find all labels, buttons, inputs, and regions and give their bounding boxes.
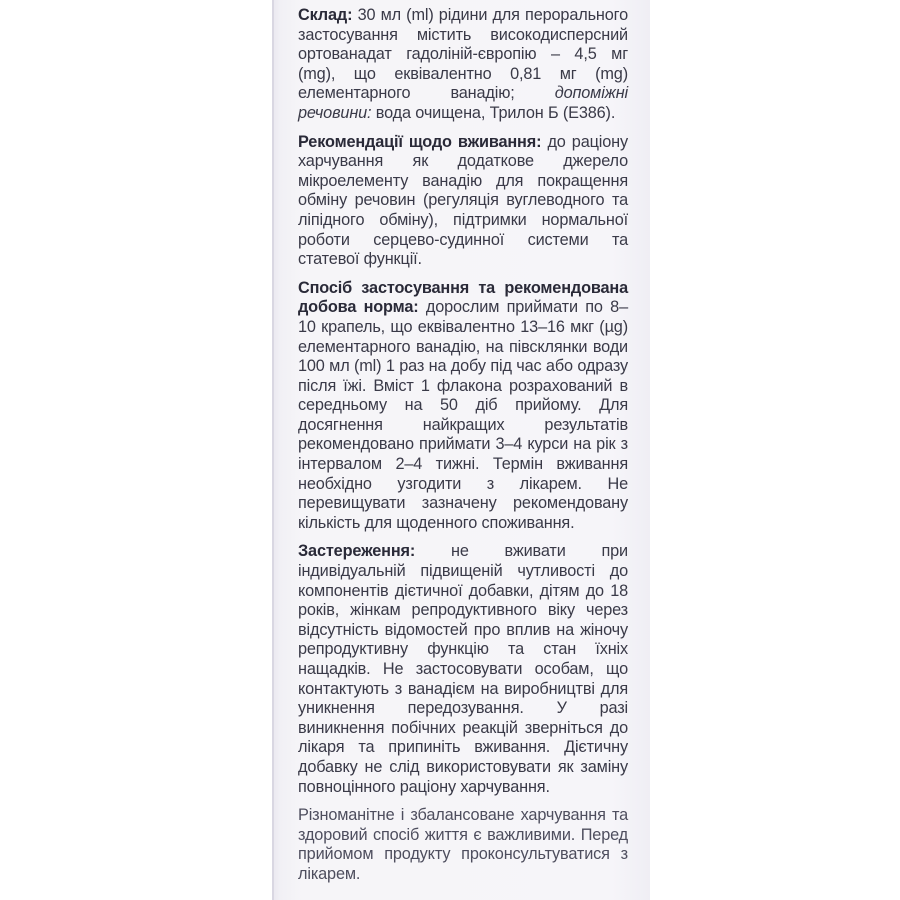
recommendations-label: Рекомендації щодо вживання: (298, 132, 542, 151)
composition-section (298, 6, 628, 124)
background-right (650, 0, 900, 900)
healthy-lifestyle-note: Різноманітне і збалансоване харчування та здоровий спосіб життя є важливими. Перед прийомом продукту проконсультуватися з лікарем. (298, 806, 628, 883)
usage-section (298, 279, 628, 534)
leaflet-text (298, 6, 628, 885)
recommendations-text: до раціону харчування як додаткове джерело мікроелементу ванадію для покращення обміну речовин (регуляція вуглеводного та ліпідного обміну), підтримки нормальної роботи серцево-судинної системи та статевої функції. (298, 132, 628, 269)
warnings-section (298, 542, 628, 797)
excipients-label: допоміжні речовини: (298, 84, 628, 122)
warnings-text: не вживати при індивідуальній підвищеній чутливості до компонентів дієтичної добавки, дітям до 18 років, жінкам репродуктивного віку через відсутність відомостей про вплив на жіночу репродуктивну функцію та стан їхніх нащадків. Не застосовувати особам, що контактують з ванадієм на виробництві для уникнення передозування. У разі виникнення побічних реакцій зверніться до лікаря та припиніть вживання. Дієтичну добавку не слід використовувати як заміну повноцінного раціону харчування. (298, 542, 628, 796)
excipients-text: вода очищена, Трилон Б (Е386). (371, 103, 616, 122)
usage-label: Спосіб застосування та рекомендована добова норма: (298, 278, 628, 317)
composition-label: Склад: (298, 6, 353, 24)
recommendations-section (298, 133, 628, 270)
background-left (0, 0, 272, 900)
warnings-label: Застереження: (298, 542, 416, 561)
usage-text: дорослим приймати по 8–10 крапель, що еквівалентно 13–16 мкг (µg) елементарного ванадію, на півсклянки води 100 мл (ml) 1 раз на добу під час або одразу після їжі. Вміст 1 флакона розрахований в середньому на 50 діб прийому. Для досягнення найкращих результатів рекомендовано приймати 3–4 курси на рік з інтервалом 2–4 тижні. Термін вживання необхідно узгодити з лікарем. Не перевищувати зазначену рекомендовану кількість для щоденного споживання. (298, 298, 628, 532)
composition-text: 30 мл (ml) рідини для перорального застосування містить високодисперсний ортованадат гадоліній-європію – 4,5 мг (mg), що еквівалентно 0,81 мг (mg) елементарного ванадію; (298, 6, 628, 103)
